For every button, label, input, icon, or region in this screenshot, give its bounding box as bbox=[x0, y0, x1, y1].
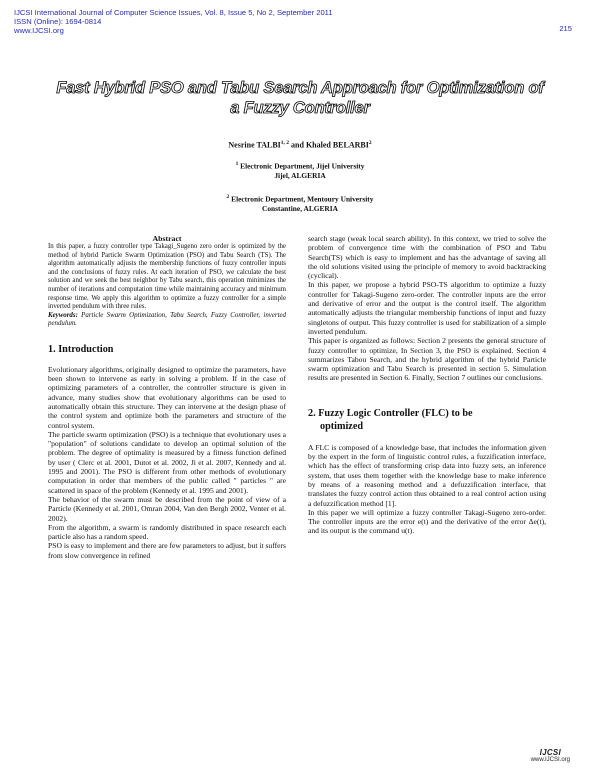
affiliation-2-line1: Electronic Department, Mentoury University bbox=[231, 194, 374, 204]
issn-line: ISSN (Online): 1694-0814 bbox=[14, 17, 102, 26]
author-2: Khaled BELARBI bbox=[305, 140, 369, 150]
right-paragraph-2: In this paper, we propose a hybrid PSO-TS algorithm to optimize a fuzzy controller for Takagi-Sugeno zero-order. The controller inputs are the error and derivative of error and the output is the control itself. The algorithm automatically adjusts the triangular membership functions of input and fuzzy singletons of output. This fuzzy controller is used for stabilization of a simple inverted pendulum. bbox=[308, 280, 546, 336]
intro-paragraph-4: From the algorithm, a swarm is randomly distributed in space research each particle also has a random speed. bbox=[48, 522, 286, 542]
intro-paragraph-5: PSO is easy to implement and there are few parameters to adjust, but it suffers from slow convergence in refined bbox=[48, 541, 286, 560]
flc-paragraph-2: In this paper we will optimize a fuzzy controller Takagi-Sugeno zero-order. The controller inputs are the error e(t) and the derivative of the error Δe(t), and its output is the command u(t). bbox=[308, 507, 546, 536]
author-1: Nesrine TALBI bbox=[228, 140, 281, 150]
author-line bbox=[0, 140, 600, 150]
intro-paragraph-2: The particle swarm optimization (PSO) is a technique that evolutionary uses a "population" of solutions candidate to develop an optimal solution of the problem. The degree of optimality is measured by a fitness function defined by user ( Clerc et al. 2001, Dutot et al. 2002, Ji et al. 2007, Kennedy and al. 1995 and 2001). The PSO is different from other methods of evolutionary computation in order that members of the public called " particles " are scattered in space of the problem (Kennedy et al. 1995 and 2001). bbox=[48, 429, 286, 495]
intro-paragraph-1: Evolutionary algorithms, originally designed to optimize the parameters, have been shown to intervene as early in solving a problem. If in the case of optimizing parameters of a controller, the controller structure is given in advance, many studies show that evolutionary algorithms can be used to automatically obtain this structure. They can intervene at the design phase of the control system and optimize both the parameters and structure of the control system. bbox=[48, 364, 286, 430]
author-connector: and bbox=[289, 140, 306, 150]
affiliation-2 bbox=[0, 193, 600, 213]
affiliation-2-line2: Constantine, ALGERIA bbox=[262, 203, 338, 213]
intro-paragraph-3: The behavior of the swarm must be described from the point of view of a Particle (Kennedy et al. 2001, Omran 2004, Van den Bergh 2002, Venter et al. 2002). bbox=[48, 494, 286, 523]
affiliation-1-line2: Jijel, ALGERIA bbox=[274, 170, 326, 180]
paper-title-line1: Fast Hybrid PSO and Tabu Search Approach for Optimization of bbox=[56, 79, 544, 97]
affiliation-1-sup: 1 bbox=[235, 161, 239, 167]
keywords bbox=[48, 312, 286, 329]
abstract-text: In this paper, a fuzzy controller type Takagi_Sugeno zero order is optimized by the method of hybrid Particle Swarm Optimization (PSO) and Tabu Search (TS). The algorithm automatically adjusts the membership functions of fuzzy controller inputs and the conclusions of fuzzy rules. At each iteration of PSO, we calculate the best solution and we seek the best neighbor by Tabu search, this operation minimizes the number of iterations and computation time while maintaining accuracy and minimum response time. We apply this algorithm to optimize a fuzzy controller for a simple inverted pendulum with three rules. bbox=[48, 243, 286, 311]
paper-title bbox=[40, 78, 560, 118]
keywords-label: Keywords: bbox=[48, 311, 78, 319]
flc-paragraph-1: A FLC is composed of a knowledge base, that includes the information given by the expert in the form of linguistic control rules, a fuzzification interface, which has the effect of transforming crisp data into fuzzy sets, an inference system, that uses them together with the knowledge base to make inference by means of a reasoning method and a defuzzification interface, that translates the fuzzy control action thus obtained to a real control action using a defuzzification method [1]. bbox=[308, 442, 546, 508]
section-2-heading-line1: 2. Fuzzy Logic Controller (FLC) to be bbox=[308, 407, 473, 419]
affiliation-1 bbox=[0, 160, 600, 180]
section-heading-introduction: 1. Introduction bbox=[48, 343, 114, 355]
journal-header: IJCSI International Journal of Computer Science Issues, Vol. 8, Issue 5, No 2, September 2011 bbox=[14, 8, 333, 17]
author-1-affil: 1, 2 bbox=[280, 140, 290, 146]
keywords-text: Particle Swarm Optimization, Tabu Search, Fuzzy Controller, inverted pendulum. bbox=[48, 311, 286, 328]
left-column bbox=[48, 234, 286, 560]
logo-url: www.IJCSI.org bbox=[530, 757, 570, 763]
section-heading-flc bbox=[308, 407, 546, 433]
right-column bbox=[308, 234, 546, 536]
right-paragraph-3: This paper is organized as follows: Section 2 presents the general structure of fuzzy controller to optimize, In Section 3, the PSO is explained. Section 4 summarizes Tabou Search, and the hybrid algorithm of the hybrid Particle swarm optimization and Tabu Search is presented in section 5. Simulation results are presented in Section 6. Finally, Section 7 outlines our conclusions. bbox=[308, 336, 546, 383]
right-paragraph-1: search stage (weak local search ability). In this context, we tried to solve the problem of convergence time with the combination of PSO and Tabu Search(TS) which is easy to implement and has the advantage of saving all the old solutions visited using the principle of memory to avoid backtracking (cyclical). bbox=[308, 234, 546, 281]
affiliation-2-sup: 2 bbox=[226, 194, 230, 200]
abstract-heading: Abstract bbox=[152, 234, 182, 243]
logo-mark: IJCSI bbox=[539, 748, 562, 757]
affiliation-1-line1: Electronic Department, Jijel University bbox=[240, 161, 365, 171]
paper-title-line2: a Fuzzy Controller bbox=[230, 99, 370, 117]
author-2-affil: 2 bbox=[368, 140, 372, 146]
journal-logo bbox=[531, 748, 570, 764]
section-2-heading-line2: optimized bbox=[320, 420, 364, 432]
page-number: 215 bbox=[559, 24, 572, 33]
site-link[interactable]: www.IJCSI.org bbox=[14, 26, 64, 35]
